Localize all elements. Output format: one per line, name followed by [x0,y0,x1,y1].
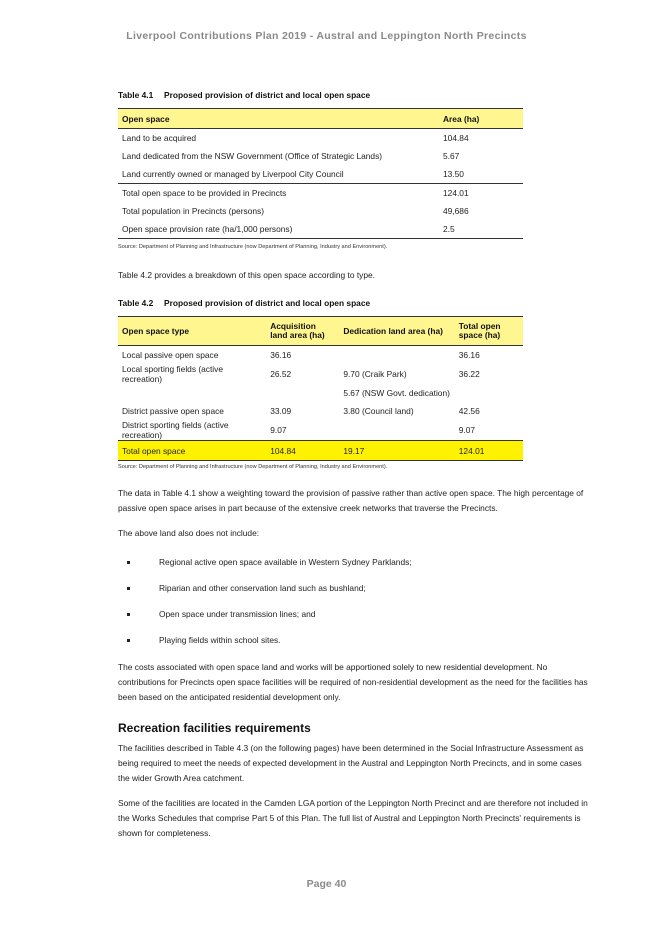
list-item-text: Open space under transmission lines; and [159,609,316,619]
body-paragraph-1-wrap [118,486,595,516]
table-4-1-source: Source: Department of Planning and Infrastructure (now Department of Planning, Industry and Environment). [118,244,388,250]
body-paragraph: The data in Table 4.1 show a weighting toward the provision of passive rather than active open space. The high percentage of passive open space arises in part because of the extensive creek networks that traverse the Precincts. [118,488,584,513]
body-paragraph-4-wrap [118,741,595,786]
running-header: Liverpool Contributions Plan 2019 - Austral and Leppington North Precincts [126,30,527,42]
cell-acquisition: 9.07 [270,425,287,435]
cell-label: Total population in Precincts (persons) [122,206,264,216]
table-4-1-number: Table 4.1 [118,90,154,100]
bullet-marker [127,561,130,564]
cell-value: 5.67 [443,151,460,161]
header-open-space-type: Open space type [118,317,266,346]
cell-value: 2.5 [439,220,523,239]
header-dedication-area: Dedication land area (ha) [339,317,454,346]
table-4-2-number: Table 4.2 [118,298,154,308]
table-row [118,129,523,148]
table-4-1-title: Proposed provision of district and local open space [164,90,371,100]
cell-dedication [339,346,454,365]
section-heading-wrap [118,721,595,735]
cell-total: 9.07 [458,425,476,435]
table-4-2 [118,316,595,461]
cell-dedication: 9.70 (Craik Park) [343,369,407,379]
header-area: Area (ha) [439,109,523,129]
bullet-marker [127,613,130,616]
cell-type: Local passive open space [122,350,219,360]
table-header-row [118,317,523,346]
cell-type: Total open space [118,441,266,461]
cell-label: Land to be acquired [122,133,197,143]
table-row [118,165,523,184]
body-paragraph-5-wrap [118,796,595,841]
header-total-open-space: Total open space (ha) [455,317,523,346]
cell-acquisition: 36.16 [270,350,292,360]
body-paragraph-2-wrap [118,526,595,541]
cell-label: Total open space to be provided in Precincts [118,184,439,203]
list-item-text: Playing fields within school sites. [159,635,281,645]
table-4-2-caption [118,298,595,308]
exclusion-list [118,554,595,654]
table-4-1-caption [118,90,595,100]
cell-acquisition: 104.84 [266,441,339,461]
cell-acquisition: 33.09 [270,406,292,416]
cell-acquisition [266,384,339,402]
intro-paragraph: Table 4.2 provides a breakdown of this open space according to type. [118,270,375,280]
cell-value: 49,686 [443,206,469,216]
header-acquisition-area: Acquisition land area (ha) [266,317,339,346]
cell-total: 36.16 [458,350,480,360]
body-paragraph: The costs associated with open space land and works will be apportioned solely to new residential development. No contributions for Precincts open space facilities will be required of non-residential development as the need for the facilities has been based on the anticipated residential development only. [118,662,588,702]
cell-total: 124.01 [455,441,523,461]
section-heading: Recreation facilities requirements [118,721,311,735]
cell-label: Land currently owned or managed by Liverpool City Council [122,169,344,179]
cell-value: 104.84 [443,133,469,143]
cell-dedication: 19.17 [339,441,454,461]
cell-type [118,384,266,402]
table-row [118,384,523,402]
cell-label: Land dedicated from the NSW Government (Office of Strategic Lands) [122,151,383,161]
body-paragraph: The above land also does not include: [118,528,260,538]
cell-total: 36.22 [458,369,480,379]
list-item-text: Regional active open space available in Western Sydney Parklands; [159,557,412,567]
page-number: Page 40 [306,878,347,890]
cell-dedication [339,420,454,441]
table-row [118,202,523,220]
cell-value: 13.50 [443,169,464,179]
cell-type: District sporting fields (active recreation) [122,420,229,440]
body-paragraph-3-wrap [118,660,595,705]
cell-total: 42.56 [458,406,480,416]
table-4-2-title: Proposed provision of district and local open space [164,298,371,308]
bullet-marker [127,587,130,590]
table-row [118,420,523,441]
cell-type: Local sporting fields (active recreation) [122,364,224,384]
table-total-row [118,441,523,461]
cell-value: 124.01 [439,184,523,203]
table-row [118,147,523,165]
table-row [118,364,523,384]
table-4-2-source: Source: Department of Planning and Infrastructure (now Department of Planning, Industry and Environment). [118,464,388,470]
list-item-text: Riparian and other conservation land such as bushland; [159,583,366,593]
cell-dedication: 5.67 (NSW Govt. dedication) [343,388,450,398]
body-paragraph: The facilities described in Table 4.3 (on the following pages) have been determined in the Social Infrastructure Assessment as being required to meet the needs of expected development in the Austral and Leppington North Precincts, and in some cases the wider Growth Area catchment. [118,743,584,783]
table-header-row [118,109,523,129]
cell-dedication: 3.80 (Council land) [343,406,414,416]
header-open-space: Open space [118,109,439,129]
table-4-1 [118,108,595,239]
cell-type: District passive open space [122,406,224,416]
table-row [118,402,523,420]
cell-total [455,384,523,402]
table-row [118,184,523,203]
open-space-type-table [118,316,523,461]
table-4-2-intro [118,268,595,283]
table-row [118,346,523,365]
cell-label: Open space provision rate (ha/1,000 persons) [118,220,439,239]
bullet-marker [127,639,130,642]
cell-acquisition: 26.52 [270,369,292,379]
open-space-table [118,108,523,239]
body-paragraph: Some of the facilities are located in the Camden LGA portion of the Leppington North Precinct and are therefore not included in the Works Schedules that comprise Part 5 of this Plan. The full list of Austral and Leppington North Precincts' requirements is shown for completeness. [118,798,588,838]
table-row [118,220,523,239]
